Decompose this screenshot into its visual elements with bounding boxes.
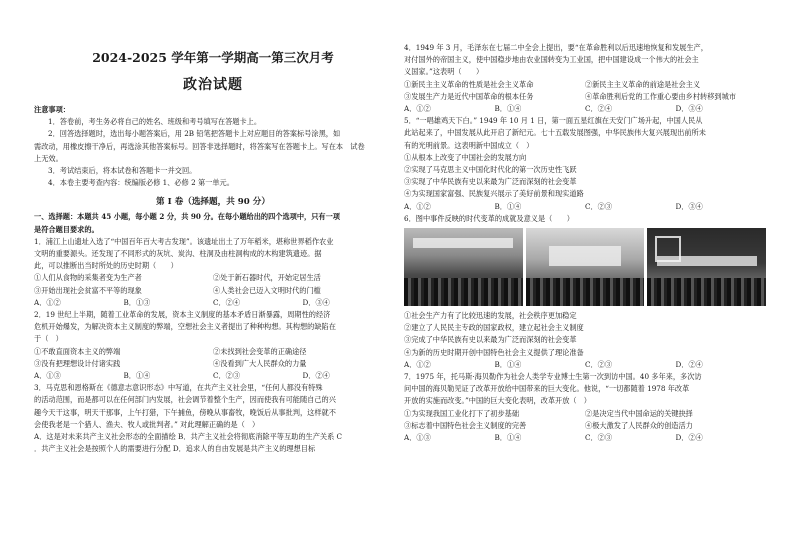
question-stem: 义国家。”这表明（ ） (404, 67, 484, 77)
answer-choice-d: D．②④ (302, 371, 330, 381)
question-option: ③开始出现社会贫富不平等的现象 (34, 285, 142, 295)
question-option: ③发展生产力是近代中国革命的根本任务 (404, 91, 534, 101)
answer-choice-a: A．①② (404, 104, 431, 114)
question-option: ．共产主义社会是按照个人的需要进行分配 D．追求人的自由发展是共产主义的理想目标 (34, 444, 316, 454)
historical-photo-building (526, 228, 645, 306)
question-option: ②建立了人民民主专政的国家政权，建立起社会主义制度 (404, 323, 584, 333)
answer-choice-c: C．②④ (585, 104, 613, 114)
photo-crowd (404, 278, 523, 306)
answer-choice-b: B．①④ (494, 433, 522, 443)
notice-line: 1．答卷前，考生务必将自己的姓名、班级和考号填写在答题卡上。 (48, 117, 262, 127)
question-option: ②未找到社会变革的正确途径 (213, 346, 307, 356)
question-option: ②实现了马克思主义中国化时代化的第一次历史性飞跃 (404, 165, 577, 175)
answer-choice-a: A．①② (404, 359, 431, 369)
photo-banner (657, 256, 757, 266)
question-stem: 趣今天干这事，明天干那事，上午打猎，下午捕鱼，傍晚从事畜牧，晚饭后从事批判，这样就不 (34, 407, 336, 417)
question-option: ④人类社会已迈入文明时代的门槛 (213, 285, 321, 295)
answer-choice-c: C．②③ (213, 371, 241, 381)
question-option: ①从根本上改变了中国社会的发展方向 (404, 152, 527, 162)
notice-heading: 注意事项： (34, 105, 70, 114)
answer-choice-c: C．②③ (585, 359, 613, 369)
question-option: ②是决定当代中国命运的关键抉择 (585, 408, 693, 418)
answer-choice-d: D．③④ (302, 297, 330, 307)
notice-line: 4．本卷主要考查内容：统编版必修 1、必修 2 第一单元。 (48, 178, 234, 188)
answer-choice-b: B．①④ (123, 371, 151, 381)
question-2 (34, 309, 392, 382)
question-stem: 1．浦江上山遗址入选了“中国百年百大考古发现”。该遗址出土了万年稻米，堪称世界稻作农业 (34, 236, 334, 246)
historical-photo-meeting (404, 228, 523, 306)
question-stem: 文明的重要源头。还发现了不同形式的灰坑、炭沟、柱洞及由柱洞构成的木构建筑遗迹。据 (34, 249, 322, 259)
question-5 (404, 115, 766, 213)
question-stem: 问中国的海贝勒见证了改革开放给中国带来的巨大变化。他说，“一切都随着 1978 年改革 (404, 384, 690, 394)
notice-line: 上无效。 (34, 153, 63, 163)
answer-choice-c: C．②③ (585, 201, 613, 211)
question-1 (34, 236, 392, 309)
answer-choice-a: A．①② (404, 201, 431, 211)
question-option: ④革命胜利后党的工作重心要由乡村转移到城市 (585, 91, 736, 101)
question-stem: 7．1975 年，托马斯·海贝勒作为社会人类学专业博士生第一次到访中国。40 多年来，多次访 (404, 372, 702, 382)
question-4 (404, 42, 766, 115)
photo-crowd (647, 278, 766, 306)
question-option: ④为新的历史时期开创中国特色社会主义提供了理论准备 (404, 347, 584, 357)
question-option: ④为实现国家富强、民族复兴展示了美好前景和现实道路 (404, 189, 584, 199)
part1-heading: 第 Ⅰ 卷（选择题，共 90 分） (156, 197, 270, 208)
question-stem: 此站起来了，中国发展从此开启了新纪元。七十五载发展图强，中华民族伟大复兴展现出前所未 (404, 128, 706, 138)
answer-choice-b: B．①④ (494, 201, 522, 211)
question-stem: 此，可以推断出当时所处的历史时期（ ） (34, 261, 178, 271)
question-option: ④没看到广大人民群众的力量 (213, 358, 307, 368)
question-6 (404, 213, 766, 371)
answer-choice-a: A．①② (34, 297, 61, 307)
answer-choice-d: D．③④ (675, 104, 703, 114)
question-stem: 开放的实施而改变。”中国的巨大变化表明，改革开放（ ） (404, 396, 591, 406)
question-option: ①人们从食物的采集者变为生产者 (34, 273, 142, 283)
exam-title: 2024-2025 学年第一学期高一第三次月考 (92, 50, 334, 65)
question-7 (404, 371, 766, 444)
part1-instruction: 是符合题目要求的。 (34, 224, 99, 234)
question-option: ③没有把理想设计付诸实践 (34, 358, 121, 368)
answer-choice-c: C．②④ (213, 297, 241, 307)
question-option: ①不敢直面资本主义的弊端 (34, 346, 121, 356)
photo-sign (549, 246, 620, 266)
question-stem: 危机开始爆发，为解决资本主义制度的弊端，空想社会主义者提出了种种构想。其构想的缺陷在 (34, 322, 336, 332)
question-stem: 对付国外的帝国主义，使中国稳步地由农业国转变为工业国，把中国建设成一个伟大的社会主 (404, 55, 699, 65)
question-option: ④极大激发了人民群众的创造活力 (585, 420, 693, 430)
notice-line: 3．考试结束后，将本试卷和答题卡一并交回。 (48, 166, 197, 176)
question-3 (34, 382, 392, 455)
question-option: ②处于新石器时代，开始定居生活 (213, 273, 321, 283)
photo-crowd (526, 278, 645, 306)
question-option: ②新民主主义革命的前途是社会主义 (585, 79, 701, 89)
historical-photo-rally (647, 228, 766, 306)
notice-line: 需改动，用橡皮擦干净后，再选涂其他答案标号。回答非选择题时，将答案写在答题卡上。写在本 试卷 (34, 141, 365, 151)
question-option: ③标志着中国特色社会主义制度的完善 (404, 420, 527, 430)
question-option: A．这是对未来共产主义社会形态的全面描绘 B．共产主义社会将彻底消除平等互助的生产关系 C (34, 432, 343, 442)
answer-choice-d: D．②④ (675, 433, 703, 443)
question-option: ①社会生产力有了比较迅速的发展，社会秩序更加稳定 (404, 311, 577, 321)
answer-choice-b: B．①④ (494, 359, 522, 369)
answer-choice-d: D．③④ (675, 201, 703, 211)
answer-choice-b: B．①④ (494, 104, 522, 114)
question-stem: 于（ ） (34, 334, 63, 344)
answer-choice-b: B．①③ (123, 297, 151, 307)
answer-choice-c: C．②③ (585, 433, 613, 443)
answer-choice-d: D．②④ (675, 359, 703, 369)
question-stem: 有的光明前景。这表明新中国成立（ ） (404, 140, 534, 150)
answer-choice-a: A．①③ (404, 433, 431, 443)
part1-instruction: 一、选择题：本题共 45 小题，每小题 2 分，共 90 分。在每小题给出的四个选项中，只有一项 (34, 212, 340, 222)
left-column (34, 0, 392, 560)
question-stem: 会使我老是一个猎人、渔夫、牧人或批判者。” 对此理解正确的是（ ） (34, 419, 260, 429)
question-stem: 4．1949 年 3 月，毛泽东在七届二中全会上提出，要“在革命胜利以后迅速地恢复和发展生产， (404, 43, 708, 52)
historical-photos (404, 228, 766, 306)
question-option: ①新民主主义革命的性质是社会主义革命 (404, 79, 534, 89)
exam-subject: 政治试题 (183, 77, 243, 93)
answer-choice-a: A．①③ (34, 371, 61, 381)
photo-banner (413, 238, 513, 248)
question-option: ③实现了中华民族有史以来最为广泛而深刻的社会变革 (404, 177, 577, 187)
question-stem: 的活动范围，而是都可以在任何部门内发展，社会调节着整个生产，因而使我有可能随自己的兴 (34, 395, 336, 405)
question-option: ①为实现我国工业化打下了初步基础 (404, 408, 520, 418)
right-column (404, 0, 766, 560)
question-stem: 5．“一唱雄鸡天下白。” 1949 年 10 月 1 日，第一面五星红旗在天安门广场升起，中国人民从 (404, 116, 703, 126)
question-option: ③完成了中华民族有史以来最为广泛而深刻的社会变革 (404, 335, 577, 345)
question-stem: 2．19 世纪上半期，随着工业革命的发展，资本主义制度的基本矛盾日渐暴露，周期性的经济 (34, 310, 331, 320)
question-stem: 3．马克思和恩格斯在《德意志意识形态》中写道，在共产主义社会里，“任何人都没有特殊 (34, 383, 323, 393)
notice-line: 2．回答选择题时，选出每小题答案后，用 2B 铅笔把答题卡上对应题目的答案标号涂黑，如 (48, 129, 341, 139)
question-stem: 6．图中事件反映的时代变革的成就及意义是（ ） (404, 213, 574, 223)
